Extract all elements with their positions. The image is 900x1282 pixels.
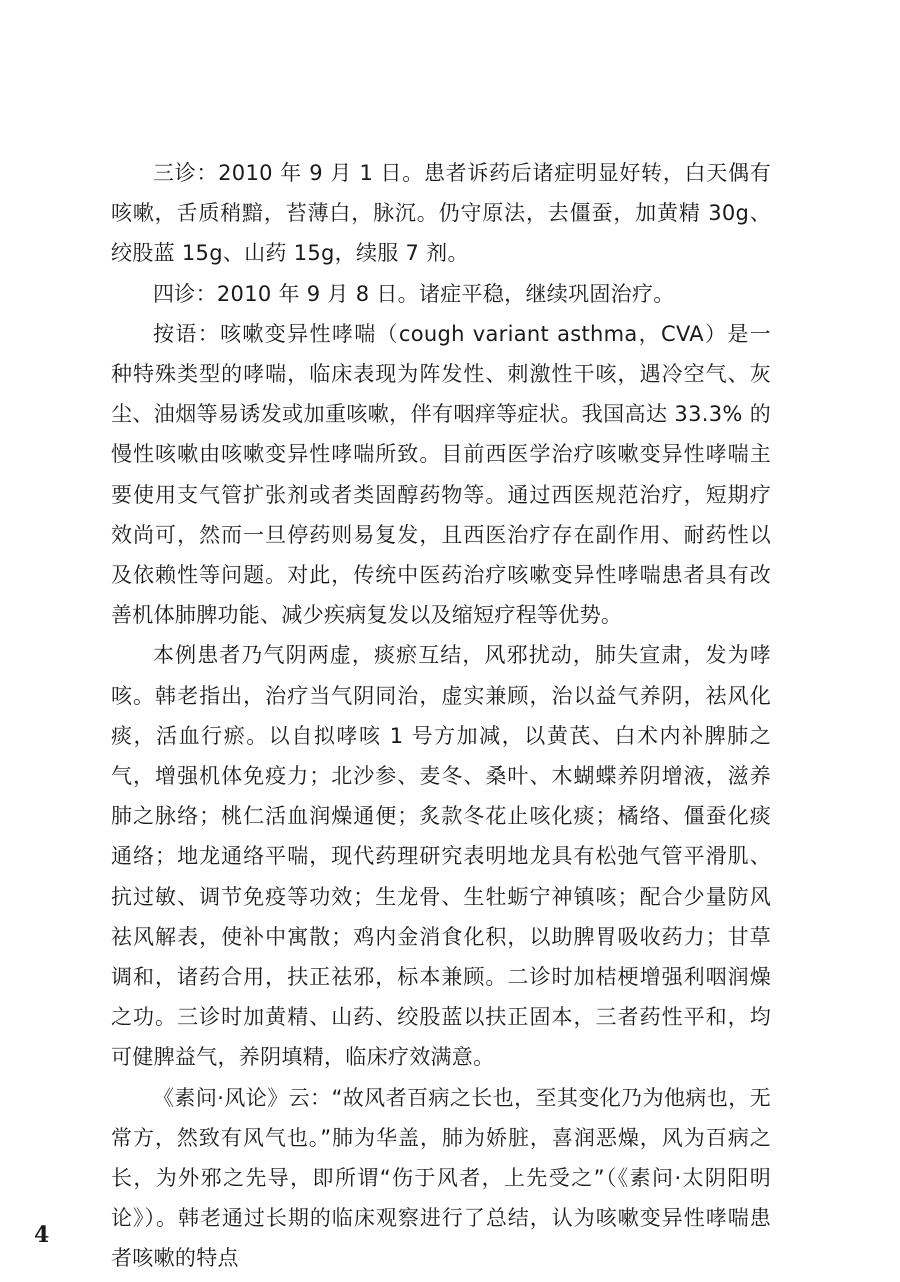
paragraph-third-visit: 三诊：2010 年 9 月 1 日。患者诉药后诸症明显好转，白天偶有咳嗽，舌质稍黯，苔薄白，脉沉。仍守原法，去僵蚕，加黄精 30g、绞股蓝 15g、山药 15g，续服 7 剂。 <box>111 161 771 266</box>
paragraph-case-analysis: 本例患者乃气阴两虚，痰瘀互结，风邪扰动，肺失宣肃，发为哮咳。韩老指出，治疗当气阴同治，虚实兼顾，治以益气养阴，祛风化痰，活血行瘀。以自拟哮咳 1 号方加减，以黄芪、白术内补脾肺之气，增强机体免疫力；北沙参、麦冬、桑叶、木蝴蝶养阴增液，滋养肺之脉络；桃仁活血润燥通便；炙款冬花止咳化痰；橘络、僵蚕化痰通络；地龙通络平喘，现代药理研究表明地龙具有松弛气管平滑肌、抗过敏、调节免疫等功效；生龙骨、生牡蛎宁神镇咳；配合少量防风祛风解表，使补中寓散；鸡内金消食化积，以助脾胃吸收药力；甘草调和，诸药合用，扶正祛邪，标本兼顾。二诊时加桔梗增强利咽润燥之功。三诊时加黄精、山药、绞股蓝以扶正固本，三者药性平和，均可健脾益气，养阴填精，临床疗效满意。 <box>111 643 771 1070</box>
body-text <box>111 153 771 1279</box>
page-number: 4 <box>34 1222 50 1248</box>
paragraph-suwen-citation: 《素问·风论》云：“故风者百病之长也，至其变化乃为他病也，无常方，然致有风气也。”肺为华盖，肺为娇脏，喜润恶燥，风为百病之长，为外邪之先导，即所谓“伤于风者，上先受之”（《素问·太阴阳明论》）。韩老通过长期的临床观察进行了总结，认为咳嗽变异性哮喘患者咳嗽的特点 <box>111 1085 771 1271</box>
paragraph-fourth-visit: 四诊：2010 年 9 月 8 日。诸症平稳，继续巩固治疗。 <box>153 281 675 306</box>
paragraph-commentary: 按语：咳嗽变异性哮喘（cough variant asthma，CVA）是一种特殊类型的哮喘，临床表现为阵发性、刺激性干咳，遇冷空气、灰尘、油烟等易诱发或加重咳嗽，伴有咽痒等症状。我国高达 33.3% 的慢性咳嗽由咳嗽变异性哮喘所致。目前西医学治疗咳嗽变异性哮喘主要使用支气管扩张剂或者类固醇药物等。通过西医规范治疗，短期疗效尚可，然而一旦停药则易复发，且西医治疗存在副作用、耐药性以及依赖性等问题。对此，传统中医药治疗咳嗽变异性哮喘患者具有改善机体肺脾功能、减少疾病复发以及缩短疗程等优势。 <box>111 321 771 628</box>
